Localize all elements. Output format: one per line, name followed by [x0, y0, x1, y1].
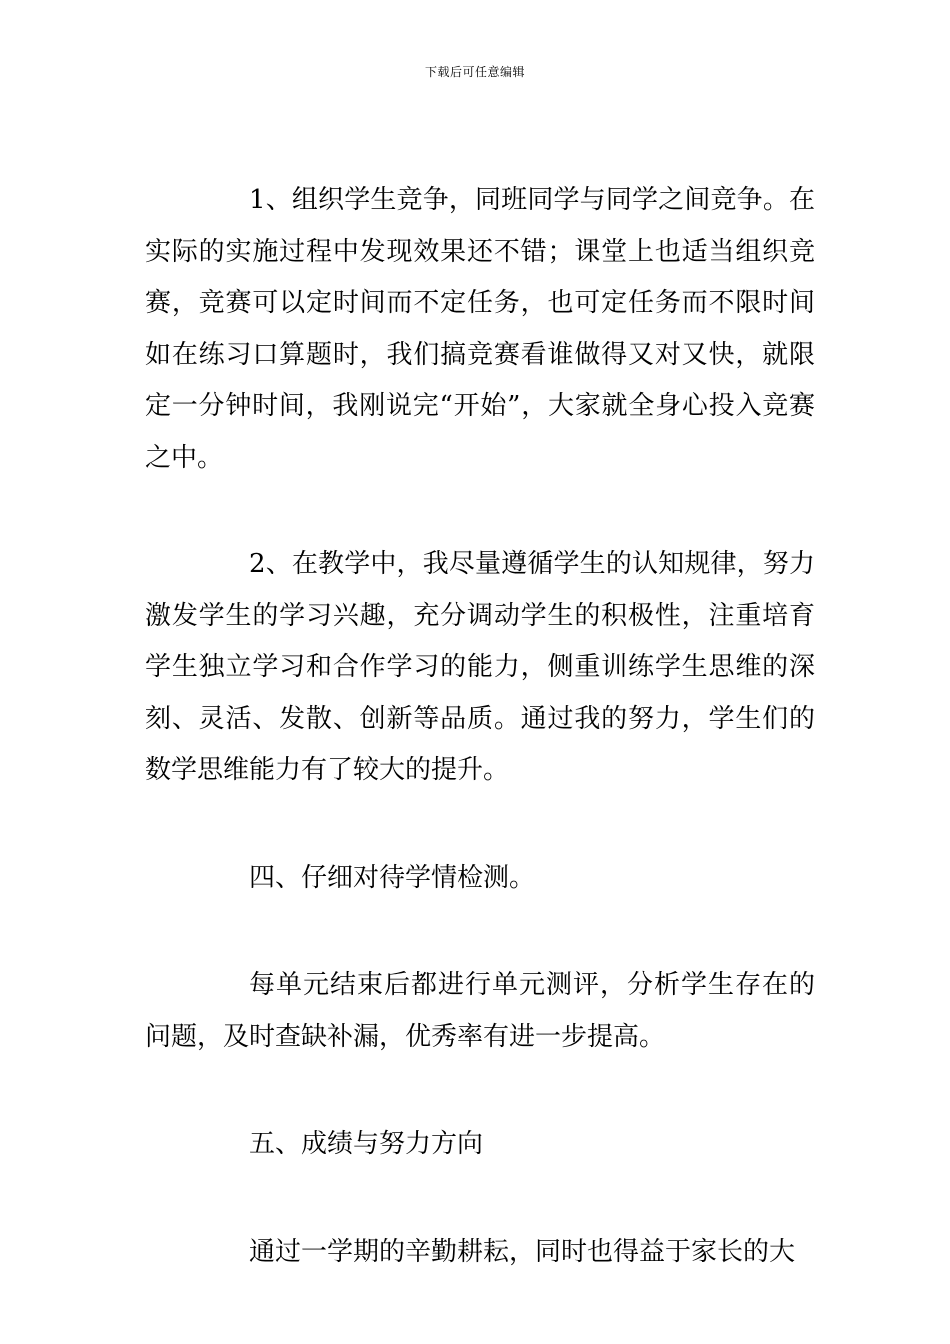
- paragraph-teaching: 2、在教学中，我尽量遵循学生的认知规律，努力激发学生的学习兴趣，充分调动学生的积极性，注重培育学生独立学习和合作学习的能力，侧重训练学生思维的深刻、灵活、发散、创新等品质。通过我的努力，学生们的数学思维能力有了较大的提升。: [145, 549, 815, 785]
- paragraph-unit-evaluation: 每单元结束后都进行单元测评，分析学生存在的问题，及时查缺补漏，优秀率有进一步提高。: [145, 970, 815, 1052]
- section-heading-results: 五、成绩与努力方向: [249, 1129, 484, 1159]
- paragraph-competition: 1、组织学生竞争，同班同学与同学之间竞争。在实际的实施过程中发现效果还不错；课堂上也适当组织竞赛，竞赛可以定时间而不定任务，也可定任务而不限时间如在练习口算题时，我们搞竞赛看谁做得又对又快，就限定一分钟时间，我刚说完“开始”，大家就全身心投入竞赛之中。: [145, 185, 815, 473]
- section-heading-assessment: 四、仔细对待学情检测。: [249, 862, 536, 893]
- document-body: [145, 175, 815, 1278]
- paragraph-conclusion: 通过一学期的辛勤耕耘，同时也得益于家长的大: [249, 1236, 796, 1267]
- page-header: 下载后可任意编辑: [424, 65, 525, 79]
